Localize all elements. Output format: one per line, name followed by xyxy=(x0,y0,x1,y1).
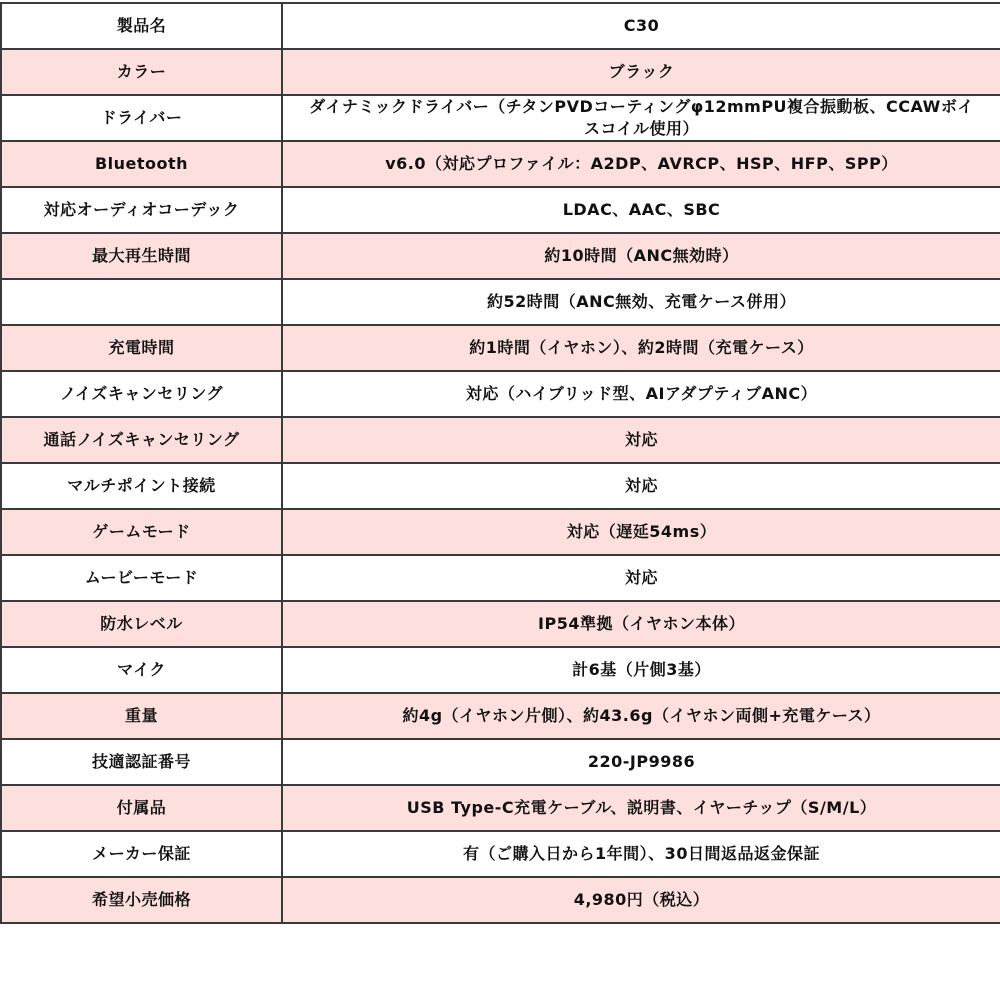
spec-value: 対応 xyxy=(282,555,1000,601)
spec-value: 220-JP9986 xyxy=(282,739,1000,785)
spec-table xyxy=(0,2,1000,924)
spec-label: 技適認証番号 xyxy=(1,739,282,785)
spec-row-game-mode xyxy=(1,509,1000,555)
spec-row-waterproof xyxy=(1,601,1000,647)
spec-label: カラー xyxy=(1,49,282,95)
spec-label: 対応オーディオコーデック xyxy=(1,187,282,233)
spec-value: 対応 xyxy=(282,417,1000,463)
spec-row-cert-number xyxy=(1,739,1000,785)
spec-value: 対応（遅延54ms） xyxy=(282,509,1000,555)
spec-value: 約52時間（ANC無効、充電ケース併用） xyxy=(282,279,1000,325)
spec-row-price xyxy=(1,877,1000,923)
spec-label: 付属品 xyxy=(1,785,282,831)
spec-row-accessories xyxy=(1,785,1000,831)
spec-value: 計6基（片側3基） xyxy=(282,647,1000,693)
spec-value: 有（ご購入日から1年間）、30日間返品返金保証 xyxy=(282,831,1000,877)
spec-label: ドライバー xyxy=(1,95,282,141)
spec-value: 対応（ハイブリッド型、AIアダプティブANC） xyxy=(282,371,1000,417)
spec-row-codec xyxy=(1,187,1000,233)
spec-row-mic xyxy=(1,647,1000,693)
spec-value: 対応 xyxy=(282,463,1000,509)
spec-label xyxy=(1,279,282,325)
spec-value: LDAC、AAC、SBC xyxy=(282,187,1000,233)
spec-label: ノイズキャンセリング xyxy=(1,371,282,417)
spec-value: ブラック xyxy=(282,49,1000,95)
spec-value: 約4g（イヤホン片側）、約43.6g（イヤホン両側+充電ケース） xyxy=(282,693,1000,739)
spec-label: メーカー保証 xyxy=(1,831,282,877)
spec-row-warranty xyxy=(1,831,1000,877)
spec-row-driver xyxy=(1,95,1000,141)
spec-row-call-noise-cancel xyxy=(1,417,1000,463)
spec-label: 製品名 xyxy=(1,3,282,49)
spec-label: 希望小売価格 xyxy=(1,877,282,923)
spec-label: 最大再生時間 xyxy=(1,233,282,279)
spec-label: 防水レベル xyxy=(1,601,282,647)
spec-label: 通話ノイズキャンセリング xyxy=(1,417,282,463)
spec-value: IP54準拠（イヤホン本体） xyxy=(282,601,1000,647)
spec-row-playback-time-case xyxy=(1,279,1000,325)
spec-value: 約1時間（イヤホン）、約2時間（充電ケース） xyxy=(282,325,1000,371)
spec-value: C30 xyxy=(282,3,1000,49)
spec-row-product-name xyxy=(1,3,1000,49)
spec-value: 4,980円（税込） xyxy=(282,877,1000,923)
spec-label: 重量 xyxy=(1,693,282,739)
spec-label: Bluetooth xyxy=(1,141,282,187)
spec-value: v6.0（対応プロファイル：A2DP、AVRCP、HSP、HFP、SPP） xyxy=(282,141,1000,187)
spec-label: 充電時間 xyxy=(1,325,282,371)
spec-row-weight xyxy=(1,693,1000,739)
spec-row-bluetooth xyxy=(1,141,1000,187)
spec-label: マイク xyxy=(1,647,282,693)
spec-value: 約10時間（ANC無効時） xyxy=(282,233,1000,279)
spec-row-charge-time xyxy=(1,325,1000,371)
spec-value: ダイナミックドライバー（チタンPVDコーティングφ12mmPU複合振動板、CCAWボイスコイル使用） xyxy=(282,95,1000,141)
spec-row-color xyxy=(1,49,1000,95)
spec-value: USB Type-C充電ケーブル、説明書、イヤーチップ（S/M/L） xyxy=(282,785,1000,831)
spec-row-movie-mode xyxy=(1,555,1000,601)
spec-label: マルチポイント接続 xyxy=(1,463,282,509)
spec-label: ムービーモード xyxy=(1,555,282,601)
spec-row-playback-time xyxy=(1,233,1000,279)
spec-row-noise-cancel xyxy=(1,371,1000,417)
spec-label: ゲームモード xyxy=(1,509,282,555)
spec-row-multipoint xyxy=(1,463,1000,509)
